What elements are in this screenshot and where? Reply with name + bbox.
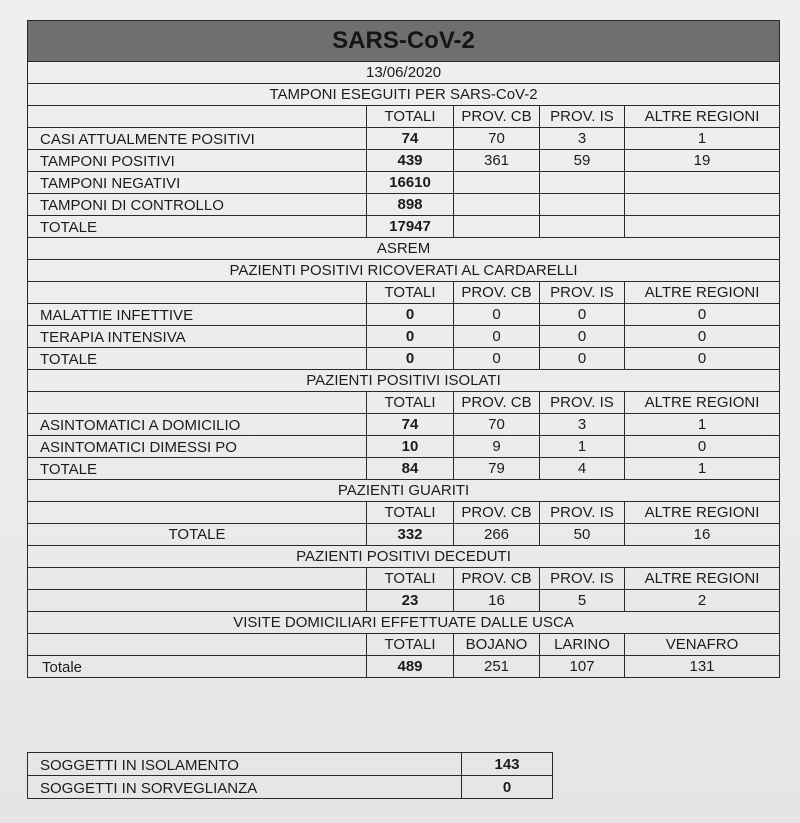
table-row bbox=[28, 172, 780, 194]
header-prov-cb: PROV. CB bbox=[454, 392, 540, 414]
header-totali: TOTALI bbox=[367, 502, 454, 524]
header-row bbox=[28, 634, 780, 656]
cell-altre-regioni: 0 bbox=[625, 436, 780, 458]
table-row bbox=[28, 458, 780, 480]
row-label: TOTALE bbox=[28, 348, 367, 370]
row-label: TAMPONI DI CONTROLLO bbox=[28, 194, 367, 216]
header-row bbox=[28, 502, 780, 524]
header-altre-regioni: ALTRE REGIONI bbox=[625, 392, 780, 414]
row-label: ASINTOMATICI DIMESSI PO bbox=[28, 436, 367, 458]
cell-prov-is: 0 bbox=[540, 326, 625, 348]
report-date: 13/06/2020 bbox=[28, 62, 780, 84]
header-prov-cb: PROV. CB bbox=[454, 282, 540, 304]
cell-prov-cb: 0 bbox=[454, 348, 540, 370]
header-prov-is: PROV. IS bbox=[540, 502, 625, 524]
cell-altre-regioni: 1 bbox=[625, 414, 780, 436]
cell-prov-cb bbox=[454, 194, 540, 216]
header-totali: TOTALI bbox=[367, 568, 454, 590]
cell-prov-cb: 0 bbox=[454, 304, 540, 326]
covid-report-table bbox=[27, 20, 780, 678]
cell-prov-is: 0 bbox=[540, 304, 625, 326]
header-altre-regioni: ALTRE REGIONI bbox=[625, 282, 780, 304]
header-totali: TOTALI bbox=[367, 634, 454, 656]
section-title-asrem: ASREM bbox=[28, 238, 780, 260]
header-spacer bbox=[28, 634, 367, 656]
row-label: TOTALE bbox=[28, 458, 367, 480]
header-spacer bbox=[28, 502, 367, 524]
cell-prov-is: 3 bbox=[540, 414, 625, 436]
section-title-usca: VISITE DOMICILIARI EFFETTUATE DALLE USCA bbox=[28, 612, 780, 634]
header-prov-cb: PROV. CB bbox=[454, 502, 540, 524]
cell-altre-regioni bbox=[625, 216, 780, 238]
header-prov-is: PROV. IS bbox=[540, 392, 625, 414]
table-row bbox=[28, 194, 780, 216]
table-row bbox=[28, 150, 780, 172]
report-title: SARS-CoV-2 bbox=[28, 21, 780, 62]
cell-altre-regioni: 0 bbox=[625, 304, 780, 326]
cell-totali: 0 bbox=[367, 304, 454, 326]
cell-prov-is bbox=[540, 172, 625, 194]
table-row bbox=[28, 348, 780, 370]
cell-prov-cb: 16 bbox=[454, 590, 540, 612]
header-altre-regioni: ALTRE REGIONI bbox=[625, 106, 780, 128]
cell-venafro: 131 bbox=[625, 656, 780, 678]
table-row bbox=[28, 304, 780, 326]
cell-value: 143 bbox=[462, 753, 553, 776]
cell-prov-cb bbox=[454, 172, 540, 194]
cell-totali: 23 bbox=[367, 590, 454, 612]
cell-prov-is: 3 bbox=[540, 128, 625, 150]
cell-prov-cb: 9 bbox=[454, 436, 540, 458]
cell-altre-regioni: 19 bbox=[625, 150, 780, 172]
cell-altre-regioni: 1 bbox=[625, 128, 780, 150]
header-altre-regioni: ALTRE REGIONI bbox=[625, 502, 780, 524]
cell-prov-is: 4 bbox=[540, 458, 625, 480]
cell-altre-regioni: 0 bbox=[625, 326, 780, 348]
row-label: TOTALE bbox=[28, 524, 367, 546]
row-label: TAMPONI POSITIVI bbox=[28, 150, 367, 172]
cell-prov-is: 1 bbox=[540, 436, 625, 458]
header-row bbox=[28, 106, 780, 128]
header-venafro: VENAFRO bbox=[625, 634, 780, 656]
table-row bbox=[28, 128, 780, 150]
cell-prov-cb: 70 bbox=[454, 128, 540, 150]
row-label: Totale bbox=[28, 656, 367, 678]
row-label: SOGGETTI IN SORVEGLIANZA bbox=[28, 776, 462, 799]
row-label: TAMPONI NEGATIVI bbox=[28, 172, 367, 194]
cell-totali: 898 bbox=[367, 194, 454, 216]
header-larino: LARINO bbox=[540, 634, 625, 656]
cell-prov-is bbox=[540, 216, 625, 238]
cell-totali: 0 bbox=[367, 348, 454, 370]
header-spacer bbox=[28, 568, 367, 590]
cell-prov-cb: 0 bbox=[454, 326, 540, 348]
table-row bbox=[28, 776, 553, 799]
cell-altre-regioni: 2 bbox=[625, 590, 780, 612]
cell-prov-cb: 70 bbox=[454, 414, 540, 436]
table-row bbox=[28, 436, 780, 458]
cell-prov-is: 50 bbox=[540, 524, 625, 546]
cell-altre-regioni bbox=[625, 194, 780, 216]
cell-totali: 489 bbox=[367, 656, 454, 678]
row-label bbox=[28, 590, 367, 612]
row-label: ASINTOMATICI A DOMICILIO bbox=[28, 414, 367, 436]
header-spacer bbox=[28, 282, 367, 304]
header-totali: TOTALI bbox=[367, 392, 454, 414]
row-label: CASI ATTUALMENTE POSITIVI bbox=[28, 128, 367, 150]
cell-prov-cb: 361 bbox=[454, 150, 540, 172]
cell-larino: 107 bbox=[540, 656, 625, 678]
cell-totali: 74 bbox=[367, 414, 454, 436]
table-row bbox=[28, 753, 553, 776]
header-totali: TOTALI bbox=[367, 282, 454, 304]
cell-bojano: 251 bbox=[454, 656, 540, 678]
section-title-deceduti: PAZIENTI POSITIVI DECEDUTI bbox=[28, 546, 780, 568]
cell-altre-regioni: 16 bbox=[625, 524, 780, 546]
table-row bbox=[28, 326, 780, 348]
cell-prov-cb: 79 bbox=[454, 458, 540, 480]
header-spacer bbox=[28, 106, 367, 128]
cell-totali: 439 bbox=[367, 150, 454, 172]
section-title-ricoverati: PAZIENTI POSITIVI RICOVERATI AL CARDARELLI bbox=[28, 260, 780, 282]
table-row bbox=[28, 216, 780, 238]
section-title-isolati: PAZIENTI POSITIVI ISOLATI bbox=[28, 370, 780, 392]
cell-altre-regioni: 0 bbox=[625, 348, 780, 370]
cell-prov-is: 0 bbox=[540, 348, 625, 370]
cell-prov-cb: 266 bbox=[454, 524, 540, 546]
header-prov-is: PROV. IS bbox=[540, 282, 625, 304]
row-label: TOTALE bbox=[28, 216, 367, 238]
header-prov-cb: PROV. CB bbox=[454, 106, 540, 128]
cell-totali: 16610 bbox=[367, 172, 454, 194]
row-label: SOGGETTI IN ISOLAMENTO bbox=[28, 753, 462, 776]
cell-altre-regioni bbox=[625, 172, 780, 194]
header-bojano: BOJANO bbox=[454, 634, 540, 656]
header-prov-is: PROV. IS bbox=[540, 568, 625, 590]
table-row bbox=[28, 590, 780, 612]
soggetti-table bbox=[27, 752, 553, 799]
cell-value: 0 bbox=[462, 776, 553, 799]
header-prov-is: PROV. IS bbox=[540, 106, 625, 128]
header-row bbox=[28, 282, 780, 304]
cell-altre-regioni: 1 bbox=[625, 458, 780, 480]
cell-totali: 332 bbox=[367, 524, 454, 546]
cell-prov-is: 59 bbox=[540, 150, 625, 172]
cell-totali: 0 bbox=[367, 326, 454, 348]
table-row bbox=[28, 656, 780, 678]
cell-prov-cb bbox=[454, 216, 540, 238]
section-title-tamponi: TAMPONI ESEGUITI PER SARS-CoV-2 bbox=[28, 84, 780, 106]
section-title-guariti: PAZIENTI GUARITI bbox=[28, 480, 780, 502]
cell-totali: 74 bbox=[367, 128, 454, 150]
header-spacer bbox=[28, 392, 367, 414]
header-prov-cb: PROV. CB bbox=[454, 568, 540, 590]
table-row bbox=[28, 414, 780, 436]
cell-prov-is: 5 bbox=[540, 590, 625, 612]
cell-prov-is bbox=[540, 194, 625, 216]
table-row bbox=[28, 524, 780, 546]
cell-totali: 10 bbox=[367, 436, 454, 458]
cell-totali: 17947 bbox=[367, 216, 454, 238]
header-altre-regioni: ALTRE REGIONI bbox=[625, 568, 780, 590]
row-label: TERAPIA INTENSIVA bbox=[28, 326, 367, 348]
row-label: MALATTIE INFETTIVE bbox=[28, 304, 367, 326]
cell-totali: 84 bbox=[367, 458, 454, 480]
header-totali: TOTALI bbox=[367, 106, 454, 128]
header-row bbox=[28, 392, 780, 414]
header-row bbox=[28, 568, 780, 590]
